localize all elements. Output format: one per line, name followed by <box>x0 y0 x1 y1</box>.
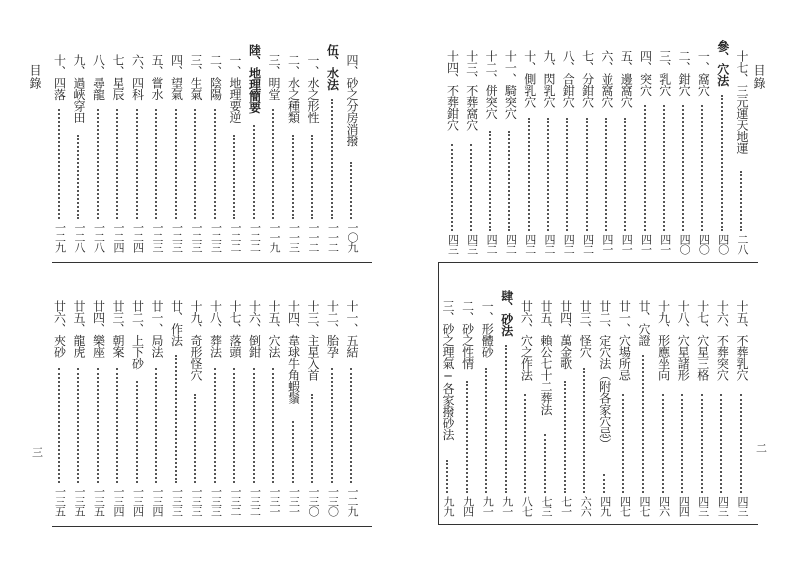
toc-page-number: 四七 <box>618 496 632 516</box>
toc-leader-dots <box>701 394 703 493</box>
toc-entry-title: 四、突穴 <box>638 50 653 96</box>
toc-entry-title: 十、四落 <box>52 54 67 100</box>
toc-page-number: 四二 <box>581 234 595 254</box>
toc-entry-title: 十、側乳穴 <box>522 50 537 108</box>
toc-page-number: 七三 <box>540 496 553 516</box>
toc-page-number: 四一 <box>658 234 672 254</box>
rule-right-bottom <box>438 524 758 525</box>
toc-leader-dots <box>524 394 526 493</box>
toc-entry-title: 十三、不葬窩穴 <box>464 50 479 131</box>
toc-leader-dots <box>446 460 448 493</box>
toc-entry-title: 十三、主星入首 <box>306 300 320 381</box>
toc-entry-title: 廿六、夾砂 <box>52 300 67 358</box>
toc-leader-dots <box>489 131 491 231</box>
toc-entry-title: 廿二、上下砂 <box>130 300 145 369</box>
toc-page-number: 四六 <box>657 496 671 516</box>
toc-leader-dots <box>740 394 742 493</box>
toc-entry-title: 二、鉗穴 <box>677 50 692 96</box>
toc-leader-dots <box>77 135 79 219</box>
rule-right-divider <box>438 262 439 524</box>
toc-entry-title: 廿五、龍虎 <box>72 300 86 358</box>
toc-entry-title: 六、並窩穴 <box>599 50 614 108</box>
toc-entry-title: 十二、併突穴 <box>484 50 499 119</box>
toc-leader-dots <box>605 118 607 231</box>
toc-page-number: 一三二 <box>229 486 242 516</box>
toc-entry-title: 十一、騎突穴 <box>503 50 518 119</box>
toc-entry-title: 十八、葬法 <box>208 300 223 358</box>
toc-leader-dots <box>155 368 157 483</box>
toc-entry-title: 五、邊窩穴 <box>619 50 634 108</box>
toc-entry-title: 廿六、穴之作法 <box>519 300 534 381</box>
toc-entry-title: 五、嘗水 <box>150 54 164 100</box>
toc-leader-dots <box>624 118 626 231</box>
toc-page-number: 一三三 <box>209 486 223 516</box>
toc-leader-dots <box>116 109 118 219</box>
toc-entry-title: 廿、作法 <box>169 300 184 346</box>
toc-leader-dots <box>272 109 274 219</box>
toc-entry-title: 十五、穴法 <box>267 300 281 358</box>
toc-page-number: 一三〇 <box>307 486 320 516</box>
toc-page-number: 一〇九 <box>346 222 359 252</box>
toc-leader-dots <box>485 368 487 493</box>
toc-leader-dots <box>77 368 79 483</box>
toc-leader-dots <box>701 105 703 231</box>
toc-page-number: 八七 <box>520 496 534 516</box>
toc-entry-title: 八、尋龍 <box>91 54 106 100</box>
toc-leader-dots <box>508 131 510 231</box>
toc-page-number: 一二九 <box>346 486 359 516</box>
toc-leader-dots <box>233 368 235 483</box>
toc-leader-dots <box>214 368 216 483</box>
toc-leader-dots <box>547 118 549 231</box>
toc-entry-title: 廿五、賴公七十二葬法 <box>539 300 553 415</box>
toc-leader-dots <box>528 118 530 231</box>
toc-entry-title: 三、乳穴 <box>657 50 672 96</box>
toc-leader-dots <box>681 394 683 493</box>
toc-page-number: 一二四 <box>131 222 145 252</box>
toc-leader-dots <box>292 135 294 219</box>
toc-page-number: 四七 <box>638 496 651 516</box>
toc-entry-title: 一、水之形性 <box>306 54 320 123</box>
toc-page-number: 四三 <box>696 496 710 516</box>
toc-entry-title: 廿四、樂座 <box>91 300 106 358</box>
toc-entry-title: 十四、韋球牛角蝦鬚 <box>286 300 301 404</box>
toc-page-number: 九四 <box>461 496 475 516</box>
toc-page-number: 一二三 <box>209 222 223 252</box>
toc-entry-title: 二、陰陽 <box>208 54 223 100</box>
toc-page-number: 一三四 <box>131 486 145 516</box>
toc-leader-dots <box>466 381 468 493</box>
toc-entry-title: 六、四科 <box>130 54 145 100</box>
toc-page-number: 四四 <box>677 496 691 516</box>
toc-page-number: 一二九 <box>53 222 67 252</box>
toc-page-number: 七一 <box>559 496 573 516</box>
toc-leader-dots <box>311 394 313 483</box>
toc-page-number: 一三五 <box>53 486 67 516</box>
toc-page-number: 一一三 <box>287 222 301 252</box>
toc-page-number: 四一 <box>620 234 634 254</box>
toc-page-number: 四二 <box>523 234 537 254</box>
toc-page-number: 一三五 <box>73 486 86 516</box>
toc-leader-dots <box>564 381 566 493</box>
toc-entry-title: 七、星辰 <box>111 54 125 100</box>
toc-page-number: 一三三 <box>190 486 203 516</box>
toc-leader-dots <box>603 474 605 493</box>
toc-page-number: 一二二 <box>229 222 242 252</box>
page-number-left: 三 <box>32 446 43 459</box>
page-number-right: 二 <box>756 442 767 455</box>
toc-leader-dots <box>350 162 352 219</box>
toc-leader-dots <box>662 394 664 493</box>
toc-page-number: 九九 <box>442 496 455 516</box>
toc-entry-title: 廿一、穴場所忌 <box>617 300 632 381</box>
toc-page-number: 一二三 <box>151 222 164 252</box>
toc-leader-dots <box>175 355 177 483</box>
toc-leader-dots <box>194 109 196 219</box>
toc-page-number: 四三 <box>446 234 460 254</box>
toc-page-number: 四三 <box>716 496 730 516</box>
toc-leader-dots <box>136 109 138 219</box>
toc-page-number: 一一九 <box>268 222 281 252</box>
toc-page-number: 一二二 <box>248 222 262 252</box>
toc-entry-title: 十七、三元運天地運 <box>735 50 749 154</box>
toc-entry-title: 十八、穴星諸形 <box>676 300 691 381</box>
toc-entry-title: 廿三、怪穴 <box>578 300 593 358</box>
toc-page-number: 二八 <box>736 234 749 254</box>
toc-entry-title: 四、砂之分房消撥 <box>345 54 359 146</box>
toc-leader-dots <box>505 345 507 493</box>
toc-entry-title: 三、明堂 <box>267 54 281 100</box>
toc-page-number: 一三四 <box>151 486 164 516</box>
rule-left-top <box>52 262 372 263</box>
toc-page-number: 四〇 <box>697 234 711 254</box>
toc-entry-title: 一、窩穴 <box>696 50 711 96</box>
toc-page-number: 一二八 <box>92 222 106 252</box>
toc-leader-dots <box>583 368 585 493</box>
running-title-left: 目錄 <box>28 64 42 90</box>
toc-page-number: 一一二 <box>326 222 340 252</box>
toc-page-number: 一三〇 <box>326 486 340 516</box>
toc-page-number: 四二 <box>485 234 499 254</box>
toc-entry-title: 十六、不葬突穴 <box>715 300 730 381</box>
toc-entry-title: 廿四、萬金歌 <box>558 300 573 369</box>
toc-leader-dots <box>331 368 333 483</box>
toc-leader-dots <box>253 368 255 483</box>
toc-page-number: 一一二 <box>307 222 320 252</box>
toc-entry-title: 廿三、朝案 <box>111 300 125 358</box>
toc-entry-title: 三、生氣 <box>189 54 203 100</box>
toc-page-number: 一二三 <box>170 222 184 252</box>
toc-page-number: 四一 <box>600 234 614 254</box>
toc-page-number: 一三五 <box>92 486 106 516</box>
toc-page-number: 一三四 <box>112 486 125 516</box>
toc-leader-dots <box>58 368 60 483</box>
toc-leader-dots <box>233 135 235 219</box>
toc-leader-dots <box>97 368 99 483</box>
toc-page-number: 一三三 <box>170 486 184 516</box>
toc-leader-dots <box>136 381 138 483</box>
toc-leader-dots <box>642 355 644 493</box>
toc-entry-title: 十五、不葬乳穴 <box>735 300 749 381</box>
toc-leader-dots <box>58 109 60 219</box>
toc-page-number: 九一 <box>481 496 495 516</box>
toc-entry-title: 廿一、局法 <box>150 300 164 358</box>
toc-entry-title: 伍、水法 <box>325 44 340 90</box>
toc-leader-dots <box>253 125 255 219</box>
toc-page-number: 一二八 <box>73 222 86 252</box>
toc-entry-title: 十九、形應坐向 <box>656 300 671 381</box>
toc-leader-dots <box>175 109 177 219</box>
rule-right-top <box>438 262 758 263</box>
running-title-right: 目錄 <box>752 64 766 90</box>
toc-leader-dots <box>350 368 352 483</box>
toc-entry-title: 七、分鉗穴 <box>580 50 595 108</box>
toc-entry-title: 廿、穴證 <box>637 300 651 346</box>
toc-page-number: 一二四 <box>112 222 125 252</box>
toc-leader-dots <box>663 105 665 231</box>
toc-page-number: 一二三 <box>190 222 203 252</box>
toc-entry-title: 十七、落頭 <box>228 300 242 358</box>
toc-leader-dots <box>644 105 646 231</box>
toc-leader-dots <box>292 421 294 483</box>
toc-leader-dots <box>194 394 196 483</box>
toc-entry-title: 三、砂之理氣─各家撥砂法 <box>441 300 455 440</box>
toc-leader-dots <box>721 95 723 231</box>
toc-entry-title: 九、過峽穿田 <box>72 54 86 123</box>
toc-entry-title: 廿二、定穴法（附各家穴忌） <box>597 300 612 450</box>
toc-page-number: 一三一 <box>287 486 301 516</box>
toc-leader-dots <box>544 434 546 493</box>
toc-leader-dots <box>720 394 722 493</box>
toc-page-number: 四三 <box>736 496 749 516</box>
toc-page-number: 四二 <box>504 234 518 254</box>
toc-leader-dots <box>622 394 624 493</box>
toc-entry-title: 一、地理要逆 <box>228 54 242 123</box>
toc-entry-title: 十六、倒鉗 <box>247 300 262 358</box>
toc-entry-title: 八、合鉗穴 <box>561 50 576 108</box>
rule-left-bottom <box>52 526 372 527</box>
toc-page-number: 四九 <box>598 496 612 516</box>
toc-entry-title: 一、形體砂 <box>480 300 495 358</box>
toc-leader-dots <box>566 118 568 231</box>
toc-leader-dots <box>272 368 274 483</box>
toc-page-number: 四二 <box>543 234 556 254</box>
toc-page-number: 一三二 <box>248 486 262 516</box>
toc-page-number: 四〇 <box>716 234 730 254</box>
toc-leader-dots <box>682 105 684 231</box>
toc-entry-title: 十九、奇形怪穴 <box>189 300 203 381</box>
toc-leader-dots <box>470 144 472 231</box>
toc-page-number: 四〇 <box>678 234 692 254</box>
toc-leader-dots <box>740 171 742 231</box>
toc-entry-title: 四、望氣 <box>169 54 184 100</box>
toc-page-number: 六六 <box>579 496 593 516</box>
toc-page-number: 四三 <box>465 234 479 254</box>
toc-entry-title: 二、砂之性情 <box>460 300 475 369</box>
toc-entry-title: 十七、穴星三格 <box>695 300 710 381</box>
toc-page-number: 四一 <box>639 234 653 254</box>
toc-leader-dots <box>155 109 157 219</box>
toc-leader-dots <box>331 99 333 219</box>
toc-entry-title: 十二、胎孕 <box>325 300 340 358</box>
toc-leader-dots <box>451 144 453 231</box>
toc-entry-title: 十四、不葬鉗穴 <box>445 50 460 131</box>
toc-leader-dots <box>116 368 118 483</box>
toc-leader-dots <box>586 118 588 231</box>
toc-entry-title: 參、穴法 <box>715 40 730 86</box>
toc-page-number: 一三一 <box>268 486 281 516</box>
toc-page-number: 四二 <box>562 234 576 254</box>
toc-entry-title: 十一、五結 <box>345 300 359 358</box>
toc-entry-title: 九、閃乳穴 <box>542 50 556 108</box>
toc-leader-dots <box>97 109 99 219</box>
toc-page-number: 九一 <box>500 496 514 516</box>
toc-leader-dots <box>214 109 216 219</box>
toc-leader-dots <box>311 135 313 219</box>
toc-entry-title: 陸、地理簡要 <box>247 44 262 113</box>
toc-entry-title: 二、水之種類 <box>286 54 301 123</box>
toc-entry-title: 肆、砂法 <box>499 290 514 336</box>
